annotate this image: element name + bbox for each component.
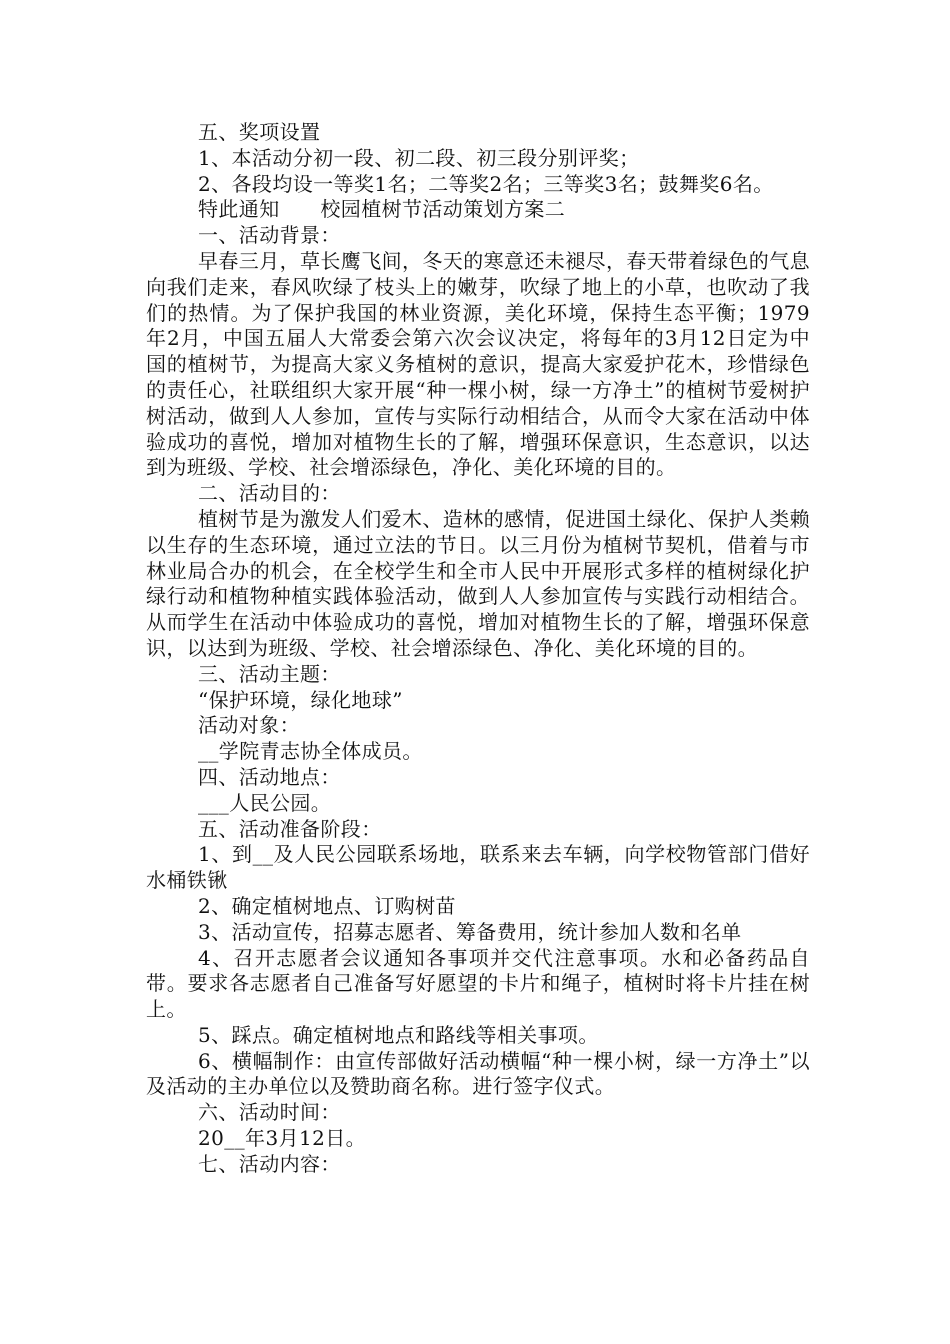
paragraph-background: 早春三月，草长鹰飞间，冬天的寒意还未褪尽，春天带着绿色的气息向我们走来，春风吹绿了枝头上的嫩芽，吹绿了地上的小草，也吹动了我们的热情。为了保护我国的林业资源，美化环境，保持生态平衡；1979年2月，中国五届人大常委会第六次会议决定，将每年的3月12日定为中国的植树节，为提高大家义务植树的意识，提高大家爱护花木，珍惜绿色的责任心，社联组织大家开展“种一棵小树，绿一方净土”的植树节爱树护树活动，做到人人参加，宣传与实际行动相结合，从而令大家在活动中体验成功的喜悦，增加对植物生长的了解，增强环保意识，生态意识，以达到为班级、学校、社会增添绿色，净化、美化环境的目的。 <box>146 248 810 480</box>
time-text: 20__年3月12日。 <box>198 1126 367 1151</box>
paragraph-purpose: 植树节是为激发人们爱木、造林的感情，促进国土绿化、保护人类赖以生存的生态环境，通过立法的节日。以三月份为植树节契机，借着与市林业局合办的机会，在全校学生和全市人民中开展形式多样的植树绿化护绿行动和植物种植实践体验活动，做到人人参加宣传与实践行动相结合。从而学生在活动中体验成功的喜悦，增加对植物生长的了解，增强环保意识，以达到为班级、学校、社会增添绿色、净化、美化环境的目的。 <box>146 506 810 660</box>
preparation-item-6: 6、横幅制作：由宣传部做好活动横幅“种一棵小树，绿一方净土”以及活动的主办单位以及赞助商名称。进行签字仪式。 <box>146 1048 810 1099</box>
heading-purpose: 二、活动目的： <box>198 481 341 506</box>
participants-text: __学院青志协全体成员。 <box>198 739 423 764</box>
heading-location: 四、活动地点： <box>198 764 341 789</box>
award-item-2: 2、各段均设一等奖1名；二等奖2名；三等奖3名；鼓舞奖6名。 <box>198 171 774 196</box>
preparation-item-5: 5、踩点。确定植树地点和路线等相关事项。 <box>198 1022 599 1047</box>
preparation-item-2: 2、确定植树地点、订购树苗 <box>198 893 456 918</box>
location-text: ___人民公园。 <box>198 790 332 815</box>
heading-time: 六、活动时间： <box>198 1100 341 1125</box>
preparation-item-3: 3、活动宣传，招募志愿者、筹备费用，统计参加人数和名单 <box>198 919 742 944</box>
theme-text: “保护环境，绿化地球” <box>198 687 403 712</box>
document-body <box>146 120 810 1178</box>
award-item-1: 1、本活动分初一段、初二段、初三段分别评奖； <box>198 145 640 170</box>
heading-background: 一、活动背景： <box>198 223 341 248</box>
notice-and-title: 特此通知 校园植树节活动策划方案二 <box>198 197 566 222</box>
heading-awards: 五、奖项设置 <box>198 120 321 144</box>
heading-content: 七、活动内容： <box>198 1151 341 1176</box>
heading-preparation: 五、活动准备阶段： <box>198 816 382 841</box>
heading-theme: 三、活动主题： <box>198 661 341 686</box>
heading-participants: 活动对象： <box>198 713 300 738</box>
preparation-item-1: 1、到__及人民公园联系场地，联系来去车辆，向学校物管部门借好水桶铁锹 <box>146 842 810 893</box>
preparation-item-4: 4、召开志愿者会议通知各事项并交代注意事项。水和必备药品自带。要求各志愿者自己准备写好愿望的卡片和绳子，植树时将卡片挂在树上。 <box>146 945 810 1022</box>
